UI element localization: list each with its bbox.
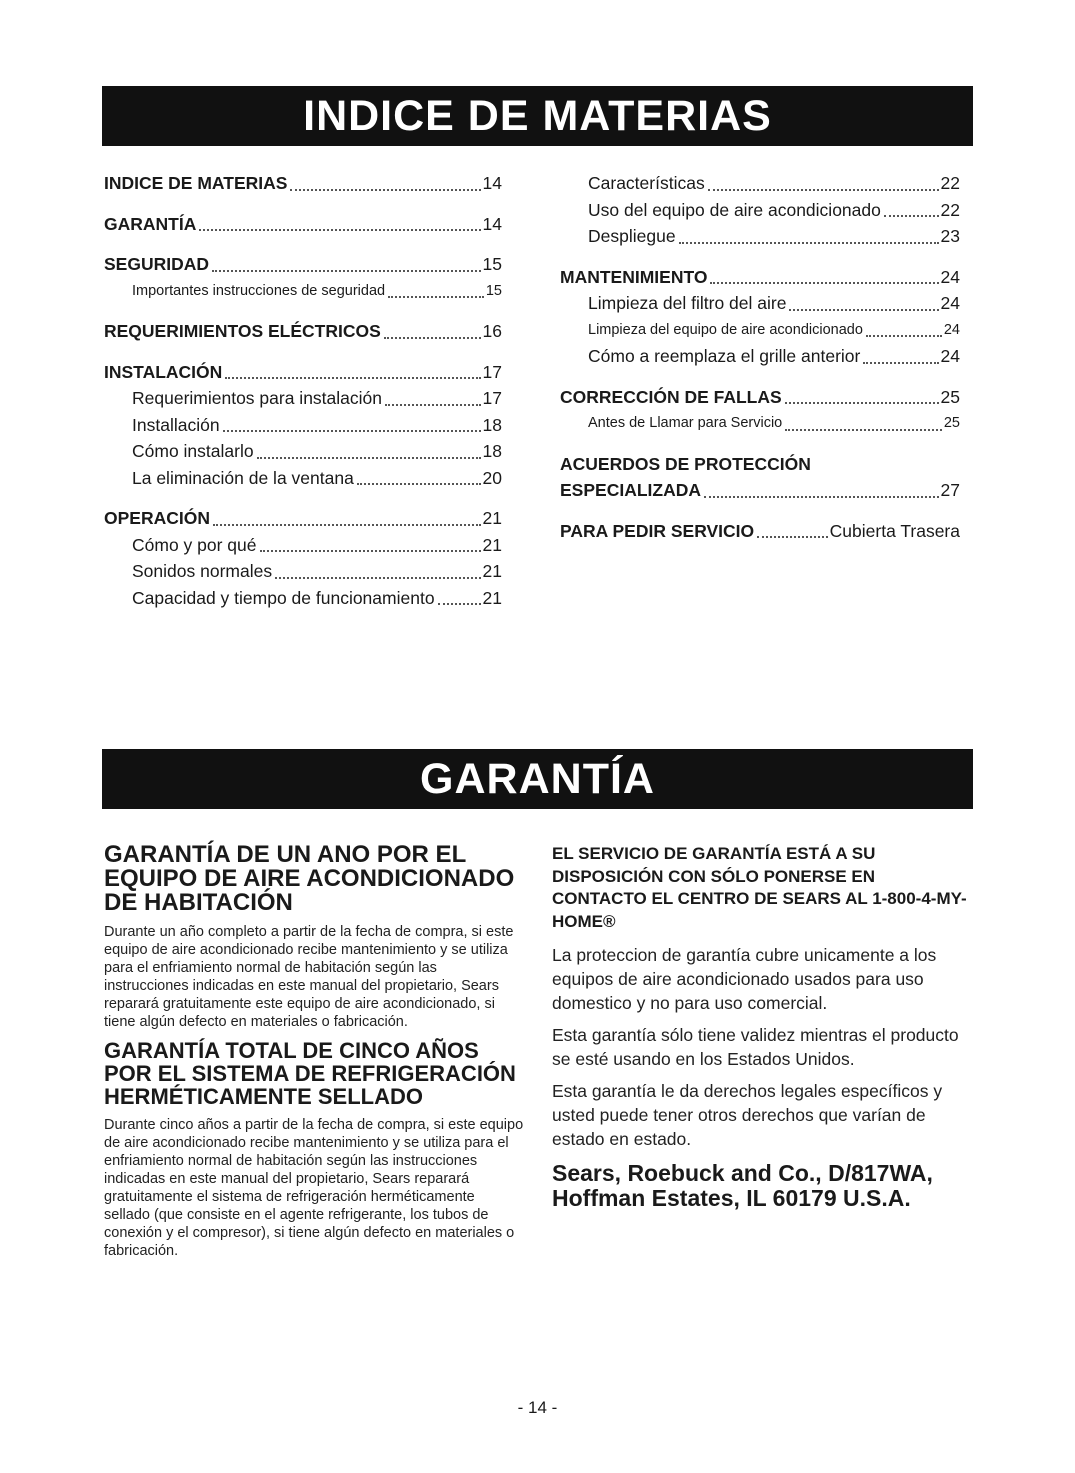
- toc-spacer: [104, 237, 502, 251]
- toc-entry-label: Limpieza del equipo de aire acondicionado: [588, 321, 863, 338]
- toc-entry: [104, 532, 502, 559]
- toc-leader-dots: [704, 495, 939, 498]
- toc-entry-label: Capacidad y tiempo de funcionamiento: [132, 587, 435, 608]
- toc-entry: [560, 197, 960, 224]
- toc-spacer: [104, 491, 502, 505]
- toc-entry-label: INSTALACIÓN: [104, 361, 223, 382]
- toc-entry-label: Sonidos normales: [132, 561, 273, 581]
- toc-leader-dots: [275, 576, 480, 579]
- toc-spacer: [104, 345, 502, 359]
- toc-leader-dots: [757, 535, 827, 538]
- toc-entry: [560, 518, 960, 545]
- warranty-validity-text: Esta garantía sólo tiene validez mientras el producto se esté usando en los Estados Unidos.: [552, 1025, 959, 1069]
- toc-entry-page: 21: [482, 534, 502, 555]
- toc-entry: [560, 384, 960, 411]
- toc-entry: [104, 385, 502, 412]
- warranty-text-five-year: Durante cinco años a partir de la fecha de compra, si este equipo de aire acondicionado recibe mantenimiento y se utiliza para el enfriamiento normal de habitación según las instrucciones indicadas en este manual del propietario, Sears reparará gratuitamente el sistema de refrigeración herméticamente sellado (que consiste en el agente refrigerante, los tubos de conexión y el compresor), si tiene algún defecto en materiales o fabricación.: [104, 1117, 524, 1259]
- toc-entry-page: 17: [482, 388, 502, 408]
- warranty-heading-one-year: GARANTÍA DE UN ANO POR EL EQUIPO DE AIRE ACONDICIONADO DE HABITACIÓN: [104, 841, 515, 916]
- toc-entry: [560, 477, 960, 504]
- warranty-banner-title: GARANTÍA: [420, 754, 655, 803]
- sears-address: Sears, Roebuck and Co., D/817WA, Hoffman Estates, IL 60179 U.S.A.: [552, 1160, 933, 1211]
- toc-entry-label: OPERACIÓN: [104, 508, 210, 528]
- toc-leader-dots: [789, 308, 938, 311]
- page-number: - 14 -: [517, 1398, 558, 1417]
- toc-entry: [104, 505, 502, 532]
- toc-leader-dots: [866, 334, 942, 337]
- toc-entry-label: SEGURIDAD: [104, 254, 210, 274]
- toc-entry: [104, 359, 502, 386]
- toc-entry-page: 24: [940, 346, 960, 366]
- toc-entry: [560, 343, 960, 370]
- warranty-right-column: [552, 843, 972, 1211]
- toc-entry-page: 18: [482, 414, 502, 435]
- toc-entry: [560, 290, 960, 317]
- toc-entry-label: Cómo y por qué: [132, 534, 257, 555]
- toc-entry: [560, 223, 960, 250]
- warranty-text-one-year: Durante un año completo a partir de la fecha de compra, si este equipo de aire acondicionado recibe mantenimiento y se utiliza para el enfriamiento normal de habitación según las instrucciones indicadas en este manual del propietario, Sears reparará gratuitamente este equipo de aire acondicionado, si tiene algún defecto en materiales o fabricación.: [104, 924, 514, 1030]
- toc-leader-dots: [708, 188, 939, 191]
- toc-leader-dots: [212, 269, 481, 272]
- toc-entry-page: 22: [940, 199, 960, 220]
- toc-leader-dots: [260, 549, 481, 552]
- toc-entry-label: Importantes instrucciones de seguridad: [132, 282, 386, 299]
- toc-entry-label: GARANTÍA: [104, 213, 197, 234]
- toc-leader-dots: [438, 602, 481, 605]
- toc-entry-label: ESPECIALIZADA: [560, 480, 701, 500]
- toc-entry-page: 14: [482, 213, 502, 234]
- toc-leader-dots: [225, 376, 480, 379]
- toc-leader-dots: [385, 403, 481, 406]
- toc-leader-dots: [199, 228, 480, 231]
- toc-spacer: [560, 504, 960, 518]
- toc-entry: [560, 170, 960, 197]
- toc-leader-dots: [679, 241, 939, 244]
- toc-banner: [102, 86, 973, 146]
- toc-entry-page: 22: [940, 173, 960, 193]
- toc-entry: [104, 585, 502, 612]
- toc-entry-page: 15: [482, 254, 502, 274]
- toc-entry-label: INDICE DE MATERIAS: [104, 173, 288, 193]
- toc-entry-page: Cubierta Trasera: [829, 520, 960, 541]
- toc-spacer: [560, 250, 960, 264]
- toc-spacer: [560, 437, 960, 451]
- toc-entry: [104, 251, 502, 278]
- toc-entry: [560, 317, 960, 344]
- toc-entry: [560, 410, 960, 437]
- toc-entry-label: Requerimientos para instalación: [132, 388, 382, 408]
- toc-entry-page: 18: [482, 441, 502, 461]
- toc-entry-page: 23: [940, 226, 960, 246]
- toc-leader-dots: [785, 401, 939, 404]
- toc-entry-page: 21: [482, 561, 502, 581]
- toc-entry-page: 16: [482, 321, 502, 341]
- toc-entry-label: MANTENIMIENTO: [560, 266, 708, 287]
- toc-leader-dots: [384, 336, 481, 339]
- toc-entry: [560, 264, 960, 291]
- toc-entry-page: 25: [940, 386, 960, 407]
- toc-entry-label: CORRECCIÓN DE FALLAS: [560, 386, 782, 407]
- toc-entry: [104, 465, 502, 492]
- toc-leader-dots: [785, 428, 942, 431]
- toc-entry-page: 27: [940, 480, 960, 500]
- toc-leader-dots: [290, 188, 480, 191]
- toc-entry: [560, 451, 960, 478]
- toc-entry-page: 15: [485, 282, 502, 299]
- toc-entry-page: 20: [482, 467, 502, 488]
- toc-spacer: [560, 370, 960, 384]
- toc-entry-page: 21: [482, 587, 502, 608]
- toc-entry: [104, 558, 502, 585]
- toc-entry: [104, 412, 502, 439]
- toc-banner-title: INDICE DE MATERIAS: [303, 91, 772, 140]
- toc-leader-dots: [357, 482, 481, 485]
- warranty-coverage-text: La proteccion de garantía cubre unicamente a los equipos de aire acondicionado usados para uso domestico y no para uso comercial.: [552, 945, 937, 1013]
- warranty-left-column: [104, 843, 524, 1268]
- toc-leader-dots: [388, 295, 484, 298]
- toc-entry: [104, 318, 502, 345]
- toc-entry: [104, 278, 502, 305]
- toc-entry-label: Características: [588, 173, 705, 193]
- toc-leader-dots: [884, 214, 939, 217]
- toc-spacer: [104, 197, 502, 211]
- toc-entry-label: Despliegue: [588, 226, 676, 246]
- toc-entry-label: Installación: [132, 414, 220, 435]
- toc-entry-page: 17: [482, 361, 502, 382]
- toc-entry-label: PARA PEDIR SERVICIO: [560, 520, 755, 541]
- toc-entry-page: 14: [482, 173, 502, 193]
- toc-entry-label: La eliminación de la ventana: [132, 467, 354, 488]
- toc-spacer: [104, 304, 502, 318]
- toc-entry-label: Cómo a reemplaza el grille anterior: [588, 346, 861, 366]
- toc-entry-label: REQUERIMIENTOS ELÉCTRICOS: [104, 321, 381, 341]
- toc-leader-dots: [223, 429, 481, 432]
- warranty-service-heading: EL SERVICIO DE GARANTÍA ESTÁ A SU DISPOSICIÓN CON SÓLO PONERSE EN CONTACTO EL CENTRO DE SEARS AL 1-800-4-MY-HOME®: [552, 844, 967, 931]
- toc-entry-page: 24: [943, 321, 960, 338]
- toc-leader-dots: [257, 456, 481, 459]
- toc-right-column: [560, 170, 960, 544]
- toc-entry: [104, 170, 502, 197]
- toc-leader-dots: [213, 523, 481, 526]
- toc-entry-label: ACUERDOS DE PROTECCIÓN: [560, 453, 811, 474]
- toc-entry-label: Uso del equipo de aire acondicionado: [588, 199, 881, 220]
- toc-entry-page: 24: [940, 266, 960, 287]
- warranty-rights-text: Esta garantía le da derechos legales específicos y usted puede tener otros derechos que varían de estado en estado.: [552, 1081, 943, 1149]
- toc-entry-page: 21: [482, 508, 502, 528]
- toc-entry: [104, 438, 502, 465]
- toc-entry-label: Antes de Llamar para Servicio: [588, 415, 783, 431]
- toc-entry: [104, 211, 502, 238]
- toc-entry-label: Cómo instalarlo: [132, 441, 254, 461]
- warranty-banner: [102, 749, 973, 809]
- toc-leader-dots: [863, 361, 938, 364]
- toc-leader-dots: [710, 281, 938, 284]
- toc-entry-page: 25: [943, 415, 960, 431]
- warranty-heading-five-year: GARANTÍA TOTAL DE CINCO AÑOS POR EL SISTEMA DE REFRIGERACIÓN HERMÉTICAMENTE SELLADO: [104, 1038, 516, 1109]
- toc-left-column: [104, 170, 502, 611]
- toc-entry-page: 24: [940, 293, 960, 313]
- toc-entry-label: Limpieza del filtro del aire: [588, 293, 787, 313]
